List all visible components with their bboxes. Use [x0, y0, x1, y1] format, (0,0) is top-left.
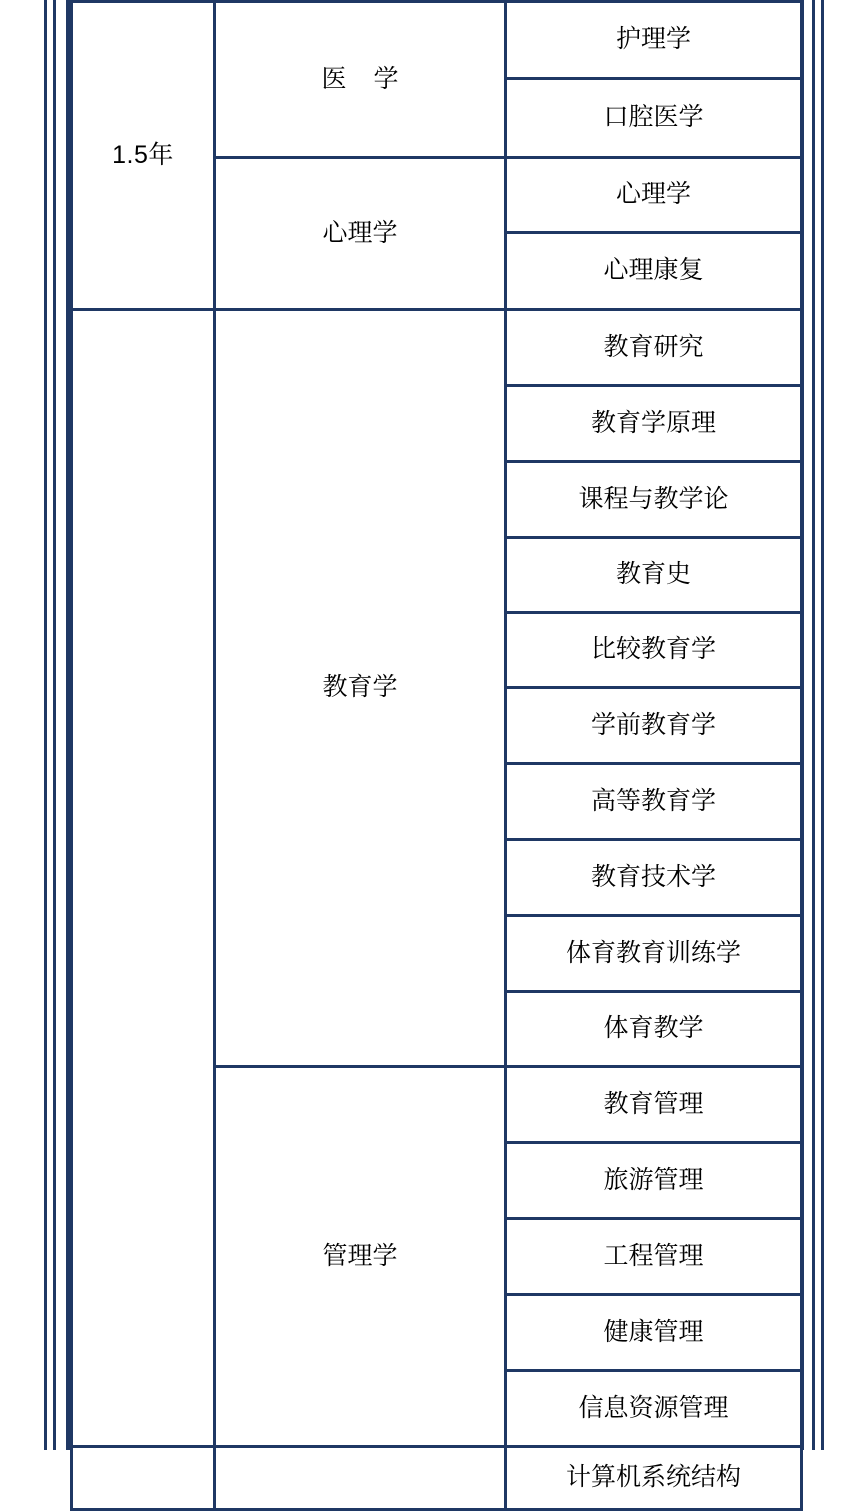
table-row — [72, 1447, 802, 1510]
curriculum-table — [70, 0, 803, 1511]
major-cell-engineering-management: 工程管理 — [506, 1219, 802, 1295]
discipline-cell-management: 管理学 — [215, 1067, 506, 1447]
major-cell-stomatology: 口腔医学 — [506, 79, 802, 158]
major-cell-info-resource-management: 信息资源管理 — [506, 1371, 802, 1447]
major-cell-curriculum-teaching: 课程与教学论 — [506, 462, 802, 538]
major-cell-sports-training: 体育教育训练学 — [506, 916, 802, 992]
table-row — [72, 2, 802, 79]
major-cell-comparative-edu: 比较教育学 — [506, 613, 802, 688]
major-cell-edu-management: 教育管理 — [506, 1067, 802, 1143]
curriculum-table-wrapper — [70, 0, 800, 1492]
table-row — [72, 310, 802, 386]
major-cell-nursing: 护理学 — [506, 2, 802, 79]
duration-cell-spacer — [72, 310, 215, 1447]
major-cell-edu-research: 教育研究 — [506, 310, 802, 386]
major-cell-psych-rehab: 心理康复 — [506, 233, 802, 310]
discipline-cell-medicine — [215, 2, 506, 158]
duration-cell-spacer-bottom — [72, 1447, 215, 1510]
major-cell-health-management: 健康管理 — [506, 1295, 802, 1371]
major-cell-edu-principles: 教育学原理 — [506, 386, 802, 462]
discipline-cell-psychology: 心理学 — [215, 158, 506, 310]
major-cell-physical-edu-teaching: 体育教学 — [506, 992, 802, 1067]
major-cell-edu-technology: 教育技术学 — [506, 840, 802, 916]
major-cell-higher-edu: 高等教育学 — [506, 764, 802, 840]
discipline-cell-education: 教育学 — [215, 310, 506, 1067]
duration-cell: 1.5年 — [72, 2, 215, 310]
major-cell-tourism-management: 旅游管理 — [506, 1143, 802, 1219]
page-rule-left-middle — [53, 0, 56, 1450]
major-cell-preschool-edu: 学前教育学 — [506, 688, 802, 764]
major-cell-psychology: 心理学 — [506, 158, 802, 233]
page-rule-right-middle — [812, 0, 815, 1450]
page-rule-right-outer — [821, 0, 824, 1450]
discipline-cell-computing — [215, 1447, 506, 1510]
page-rule-left-outer — [44, 0, 47, 1450]
major-cell-edu-history: 教育史 — [506, 538, 802, 613]
discipline-label-medicine: 医 学 — [321, 64, 409, 93]
major-cell-computer-architecture: 计算机系统结构 — [506, 1447, 802, 1510]
